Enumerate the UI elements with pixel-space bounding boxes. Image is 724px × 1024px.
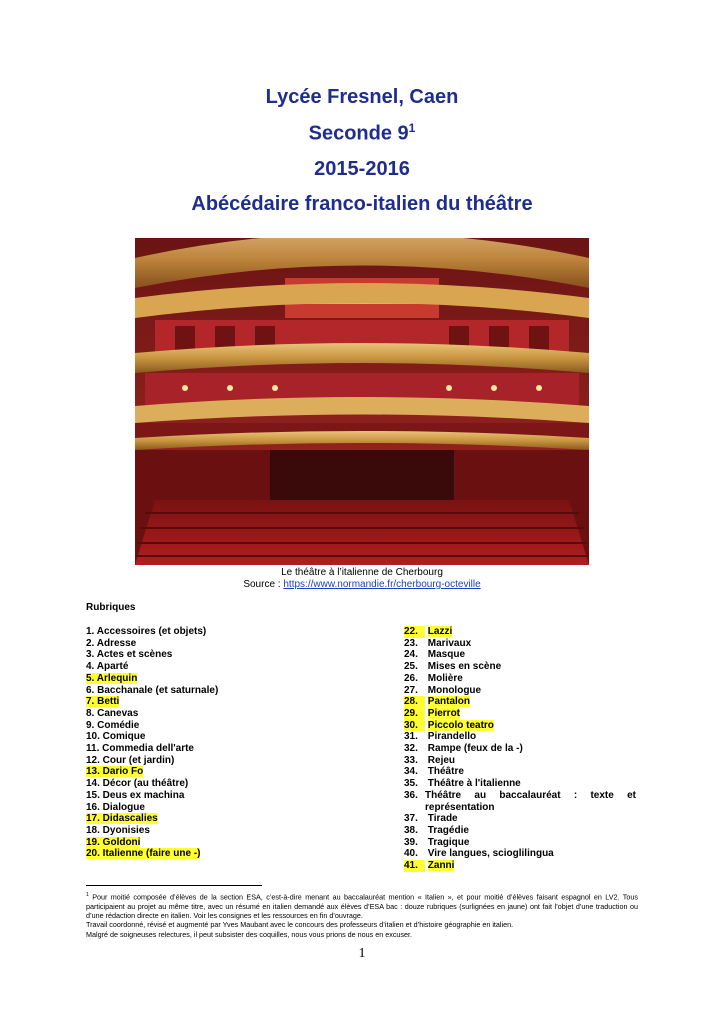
list-item [404, 720, 636, 732]
list-item-text: 15. Deus ex machina [86, 789, 185, 801]
source-label: Source : [243, 579, 284, 590]
theatre-photo [135, 238, 589, 565]
list-item-text: Vire langues, scioglilingua [427, 848, 554, 860]
list-item-text: Rampe (feux de la -) [427, 743, 523, 755]
list-item-number: 36. [404, 789, 418, 801]
rubriques-left-column [86, 626, 336, 860]
list-item [404, 661, 636, 673]
list-item-number: 28. [404, 696, 425, 708]
list-item-text: 19. Goldoni [86, 836, 141, 848]
list-item [404, 673, 636, 685]
list-item-number: 39. [404, 836, 418, 848]
title-class [0, 121, 724, 146]
list-item-text: 17. Didascalies [86, 813, 158, 825]
list-item [86, 743, 336, 755]
footnote-ref[interactable]: 1 [408, 121, 416, 135]
list-item-text: 18. Dyonisies [86, 824, 150, 836]
list-item-text: Tirade [427, 813, 458, 825]
figure-source [0, 579, 724, 590]
list-item [86, 766, 336, 778]
list-item-text: 16. Dialogue [86, 801, 145, 813]
list-item [86, 685, 336, 697]
list-item-text: Théâtre [427, 766, 464, 778]
list-item-number: 41. [404, 860, 425, 872]
list-item-number: 34. [404, 766, 418, 778]
list-item-text: 12. Cour (et jardin) [86, 754, 175, 766]
list-item [86, 673, 336, 685]
title-main: Abécédaire franco-italien du théâtre [191, 193, 533, 215]
list-item-text: 10. Comique [86, 731, 146, 743]
list-item-number: 22. [404, 626, 425, 638]
list-item-text: 13. Dario Fo [86, 766, 144, 778]
list-item-number: 40. [404, 848, 418, 860]
list-item [86, 813, 336, 825]
list-item [86, 708, 336, 720]
list-item-number: 27. [404, 684, 418, 696]
list-item [86, 837, 336, 849]
list-item-text: Pantalon [427, 696, 471, 708]
list-item-text: 2. Adresse [86, 637, 137, 649]
list-item [404, 790, 636, 802]
list-item-text: 11. Commedia dell'arte [86, 743, 194, 755]
list-item [86, 778, 336, 790]
list-item-number: 38. [404, 824, 418, 836]
list-item [86, 720, 336, 732]
list-item-number: 24. [404, 649, 418, 661]
list-item [404, 649, 636, 661]
list-item-text: 6. Bacchanale (et saturnale) [86, 684, 219, 696]
theatre-illustration [135, 238, 589, 565]
list-item-text: 1. Accessoires (et objets) [86, 626, 207, 637]
list-item-text: Marivaux [427, 637, 472, 649]
list-item-text: Lazzi [427, 626, 453, 637]
list-item-number: 33. [404, 754, 418, 766]
list-item-text: Pirandello [427, 731, 477, 743]
list-item-number: 31. [404, 731, 418, 743]
list-item [404, 837, 636, 849]
list-item-number: 32. [404, 743, 418, 755]
list-item [86, 825, 336, 837]
footnote-separator [86, 885, 262, 886]
list-item [404, 755, 636, 767]
list-item [86, 661, 336, 673]
list-item-number: 29. [404, 708, 425, 720]
list-item [86, 638, 336, 650]
page-number: 1 [358, 946, 366, 961]
list-item-text: Piccolo teatro [427, 719, 494, 731]
list-item-text: Molière [427, 672, 463, 684]
list-item-text: 20. Italienne (faire une -) [86, 848, 201, 860]
list-item-text: Mises en scène [427, 661, 502, 673]
list-item-text: Pierrot [427, 707, 461, 719]
source-link[interactable]: https://www.normandie.fr/cherbourg-octeville [283, 579, 481, 590]
list-item-text: 3. Actes et scènes [86, 649, 173, 661]
list-item-text: Tragédie [427, 824, 469, 836]
list-item [404, 825, 636, 837]
footnote [86, 891, 638, 939]
list-item [86, 731, 336, 743]
list-item [404, 743, 636, 755]
list-item [404, 638, 636, 650]
list-item [404, 848, 636, 860]
rubriques-right-column [404, 626, 636, 872]
list-item [86, 848, 336, 860]
title-class-text: Seconde 9 [308, 122, 409, 145]
list-item-text: Monologue [427, 684, 482, 696]
list-item-text: Théâtre à l'italienne [427, 778, 521, 790]
list-item-number: 25. [404, 661, 418, 673]
list-item [404, 813, 636, 825]
title-school: Lycée Fresnel, Caen [265, 86, 459, 108]
footnote-mark: 1 [86, 892, 89, 898]
list-item-number: 30. [404, 720, 425, 732]
list-item-text: Rejeu [427, 754, 456, 766]
list-item [86, 802, 336, 814]
list-item-text: 5. Arlequin [86, 672, 138, 684]
list-item-text: Tragique [427, 836, 470, 848]
list-item [86, 696, 336, 708]
list-item-number: 26. [404, 672, 418, 684]
list-item-number: 37. [404, 813, 418, 825]
list-item [86, 626, 336, 638]
list-item [86, 790, 336, 802]
list-item-number: 35. [404, 778, 418, 790]
list-item [86, 649, 336, 661]
list-item [404, 778, 636, 790]
figure-caption: Le théâtre à l’italienne de Cherbourg [281, 567, 443, 578]
list-item-text: Masque [427, 649, 466, 661]
list-item-text: 7. Betti [86, 696, 120, 708]
list-item [404, 626, 636, 638]
footnote-text: Pour moitié composée d’élèves de la section ESA, c’est-à-dire menant au baccalauréat mention « Italien », et pour moitié d’élèves faisant espagnol en LV2. Tous participaient au projet au même titre, avec un résumé en italien demandé aux élèves d’ESA bac : douze rubriques (surlignées en jaune) ont fait l’objet d’une traduction ou d’une rédaction directe en italien. Voir les consignes et les ressources en fin d’ouvrage. [86, 892, 638, 920]
list-item-text: 14. Décor (au théâtre) [86, 778, 189, 790]
list-item [404, 708, 636, 720]
list-item [404, 731, 636, 743]
list-item-text: Théâtre au baccalauréat : texte et [425, 789, 636, 801]
list-item [404, 766, 636, 778]
list-item-text: 9. Comédie [86, 719, 140, 731]
title-year: 2015-2016 [314, 158, 410, 180]
section-heading-rubriques: Rubriques [86, 602, 136, 613]
list-item [404, 860, 636, 872]
list-item-continuation: représentation [425, 801, 495, 813]
list-item [404, 696, 636, 708]
footnote-paragraph: Malgré de soigneuses relectures, il peut subsister des coquilles, nous vous prions de nous en excuser. [86, 929, 413, 939]
list-item [404, 685, 636, 697]
footnote-paragraph: Travail coordonné, révisé et augmenté par Yves Maubant avec le concours des professeurs d’italien et d’histoire géographie en italien. [86, 920, 514, 930]
list-item-text: 8. Canevas [86, 707, 139, 719]
list-item-text: 4. Aparté [86, 661, 129, 673]
list-item-text: Zanni [427, 860, 455, 872]
list-item [86, 755, 336, 767]
list-item-number: 23. [404, 637, 418, 649]
footnote-paragraph [86, 891, 638, 920]
